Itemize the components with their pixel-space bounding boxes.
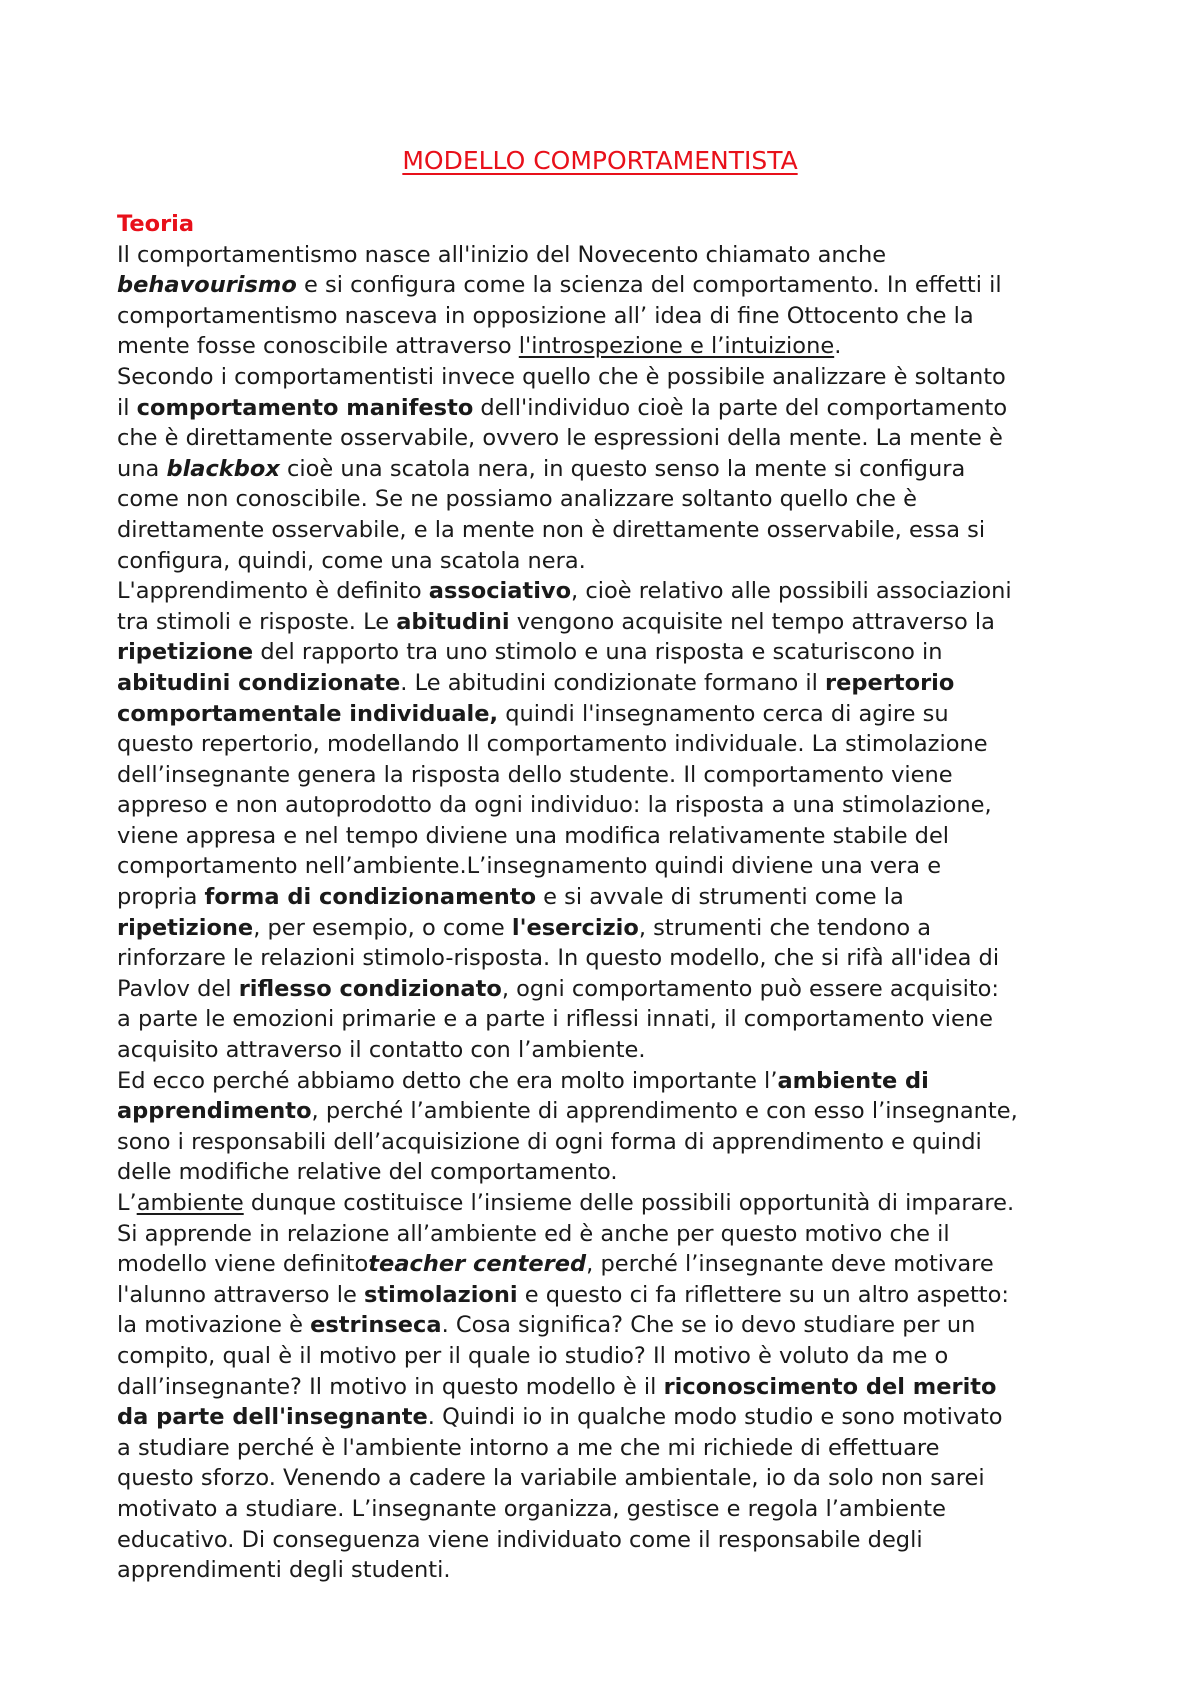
bold-italic-term: blackbox [166, 455, 280, 482]
paragraph-text [117, 240, 1097, 1586]
text-run: rinforzare le relazioni stimolo-risposta. In questo modello, che si rifà all'idea di [117, 945, 1000, 972]
text-run: compito, qual è il motivo per il quale io studio? Il motivo è voluto da me o [117, 1342, 949, 1369]
text-line [117, 270, 1097, 301]
bold-term: riconoscimento del merito [663, 1373, 997, 1400]
text-line [117, 515, 1097, 546]
text-run: del rapporto tra uno stimolo e una risposta e scaturiscono in [253, 639, 943, 666]
text-run: Ed ecco perché abbiamo detto che era molto importante l’ [117, 1067, 778, 1094]
text-run: . Cosa significa? Che se io devo studiare per un [441, 1312, 976, 1339]
text-line [117, 790, 1097, 821]
text-run: delle modifiche relative del comportamento. [117, 1159, 618, 1186]
text-run: Si apprende in relazione all’ambiente ed è anche per questo motivo che il [117, 1220, 950, 1247]
text-run: Il comportamentismo nasce all'inizio del Novecento chiamato anche [117, 241, 887, 268]
text-run: a studiare perché è l'ambiente intorno a me che mi richiede di effettuare [117, 1434, 940, 1461]
text-line [117, 1188, 1097, 1219]
text-line [117, 1494, 1097, 1525]
text-line [117, 1004, 1097, 1035]
document-body [117, 209, 1097, 1586]
text-run: questo sforzo. Venendo a cadere la variabile ambientale, io da solo non sarei [117, 1465, 985, 1492]
text-run: il [117, 394, 137, 421]
text-run: questo repertorio, modellando Il comportamento individuale. La stimolazione [117, 731, 988, 758]
text-run: vengono acquisite nel tempo attraverso la [509, 608, 995, 635]
bold-term: apprendimento [117, 1098, 312, 1125]
text-line [117, 1463, 1097, 1494]
text-run: apprendimenti degli studenti. [117, 1557, 451, 1584]
text-run: quindi l'insegnamento cerca di agire su [498, 700, 949, 727]
text-run: , per esempio, o come [253, 914, 512, 941]
text-line [117, 362, 1097, 393]
bold-term: abitudini condizionate [117, 669, 401, 696]
text-run: e si configura come la scienza del comportamento. In effetti il [296, 272, 1002, 299]
text-run: e questo ci fa riflettere su un altro aspetto: [517, 1281, 1009, 1308]
text-run: dell’insegnante genera la risposta dello studente. Il comportamento viene [117, 761, 953, 788]
bold-term: ambiente di [777, 1067, 929, 1094]
document-title: MODELLO COMPORTAMENTISTA [402, 146, 798, 175]
text-line [117, 546, 1097, 577]
bold-term: abitudini [396, 608, 510, 635]
text-run: propria [117, 884, 205, 911]
text-line [117, 454, 1097, 485]
text-line [117, 1096, 1097, 1127]
text-line [117, 1035, 1097, 1066]
text-line [117, 1249, 1097, 1280]
text-line [117, 484, 1097, 515]
text-line [117, 1157, 1097, 1188]
text-line [117, 1280, 1097, 1311]
text-line [117, 637, 1097, 668]
text-run: sono i responsabili dell’acquisizione di ogni forma di apprendimento e quindi [117, 1128, 982, 1155]
text-run: educativo. Di conseguenza viene individuato come il responsabile degli [117, 1526, 923, 1553]
text-run: mente fosse conoscibile attraverso [117, 333, 519, 360]
text-run: come non conoscibile. Se ne possiamo analizzare soltanto quello che è [117, 486, 917, 513]
bold-term: riflesso condizionato [238, 975, 502, 1002]
text-run: e si avvale di strumenti come la [536, 884, 904, 911]
text-line [117, 974, 1097, 1005]
text-line [117, 851, 1097, 882]
text-run: a parte le emozioni primarie e a parte i riflessi innati, il comportamento viene [117, 1006, 993, 1033]
text-run: dall’insegnante? Il motivo in questo modello è il [117, 1373, 664, 1400]
bold-italic-term: behavourismo [117, 272, 297, 299]
text-run: viene appresa e nel tempo diviene una modifica relativamente stabile del [117, 822, 950, 849]
bold-term: l'esercizio [511, 914, 639, 941]
text-run: Pavlov del [117, 975, 239, 1002]
bold-italic-term: teacher centered [368, 1251, 587, 1278]
text-line [117, 1219, 1097, 1250]
bold-term: associativo [428, 578, 572, 605]
text-line [117, 699, 1097, 730]
text-run: configura, quindi, come una scatola nera. [117, 547, 586, 574]
text-run: tra stimoli e risposte. Le [117, 608, 397, 635]
text-line [117, 240, 1097, 271]
text-line [117, 1555, 1097, 1586]
text-run: L'apprendimento è definito [117, 578, 429, 605]
text-line [117, 1341, 1097, 1372]
text-line [117, 1372, 1097, 1403]
text-line [117, 1310, 1097, 1341]
bold-term: forma di condizionamento [204, 884, 537, 911]
text-line [117, 607, 1097, 638]
text-line [117, 821, 1097, 852]
text-run: . Le abitudini condizionate formano il [400, 669, 826, 696]
text-run: Secondo i comportamentisti invece quello che è possibile analizzare è soltanto [117, 363, 1006, 390]
text-run: . Quindi io in qualche modo studio e sono motivato [427, 1404, 1003, 1431]
text-line [117, 913, 1097, 944]
underlined-term: l'introspezione e l’intuizione [518, 333, 835, 360]
text-run: comportamento nell’ambiente.L’insegnamento quindi diviene una vera e [117, 853, 942, 880]
text-run: una [117, 455, 167, 482]
section-heading: Teoria [117, 211, 195, 237]
text-line [117, 668, 1097, 699]
bold-term: stimolazioni [363, 1281, 518, 1308]
text-run: . [834, 333, 842, 360]
text-run: appreso e non autoprodotto da ogni individuo: la risposta a una stimolazione, [117, 792, 992, 819]
underlined-term: ambiente [136, 1190, 244, 1216]
text-run: dell'individuo cioè la parte del comportamento [473, 394, 1008, 421]
text-run: motivato a studiare. L’insegnante organizza, gestisce e regola l’ambiente [117, 1495, 946, 1522]
text-line [117, 576, 1097, 607]
text-line [117, 423, 1097, 454]
text-line [117, 1433, 1097, 1464]
text-run: , strumenti che tendono a [638, 914, 932, 941]
text-run: modello viene definito [117, 1251, 369, 1278]
bold-term: comportamento manifesto [136, 394, 474, 421]
text-run: che è direttamente osservabile, ovvero le espressioni della mente. La mente è [117, 425, 1003, 452]
text-line [117, 301, 1097, 332]
text-line [117, 943, 1097, 974]
text-line [117, 393, 1097, 424]
text-run: comportamentismo nasceva in opposizione all’ idea di fine Ottocento che la [117, 302, 974, 329]
text-run: acquisito attraverso il contatto con l’ambiente. [117, 1037, 646, 1064]
bold-term: comportamentale individuale, [117, 700, 499, 727]
text-run: , cioè relativo alle possibili associazioni [571, 578, 1012, 605]
text-run: L’ [117, 1190, 137, 1216]
text-run: direttamente osservabile, e la mente non è direttamente osservabile, essa si [117, 516, 986, 543]
text-line [117, 331, 1097, 362]
text-run: , perché l’insegnante deve motivare [586, 1251, 994, 1278]
text-line [117, 1127, 1097, 1158]
bold-term: ripetizione [117, 639, 254, 666]
text-run: , ogni comportamento può essere acquisito: [501, 975, 1000, 1002]
bold-term: da parte dell'insegnante [117, 1404, 428, 1431]
text-run: l'alunno attraverso le [117, 1281, 364, 1308]
text-line [117, 1066, 1097, 1097]
bold-term: ripetizione [117, 914, 254, 941]
text-line [117, 1525, 1097, 1556]
bold-term: repertorio [825, 669, 955, 696]
text-run: , perché l’ambiente di apprendimento e con esso l’insegnante, [311, 1098, 1018, 1125]
text-run: la motivazione è [117, 1312, 311, 1339]
text-run: dunque costituisce l’insieme delle possibili opportunità di imparare. [243, 1190, 1015, 1216]
text-line [117, 1402, 1097, 1433]
text-line [117, 882, 1097, 913]
text-line [117, 760, 1097, 791]
bold-term: estrinseca [310, 1312, 442, 1339]
text-run: cioè una scatola nera, in questo senso la mente si configura [279, 455, 966, 482]
text-line [117, 729, 1097, 760]
